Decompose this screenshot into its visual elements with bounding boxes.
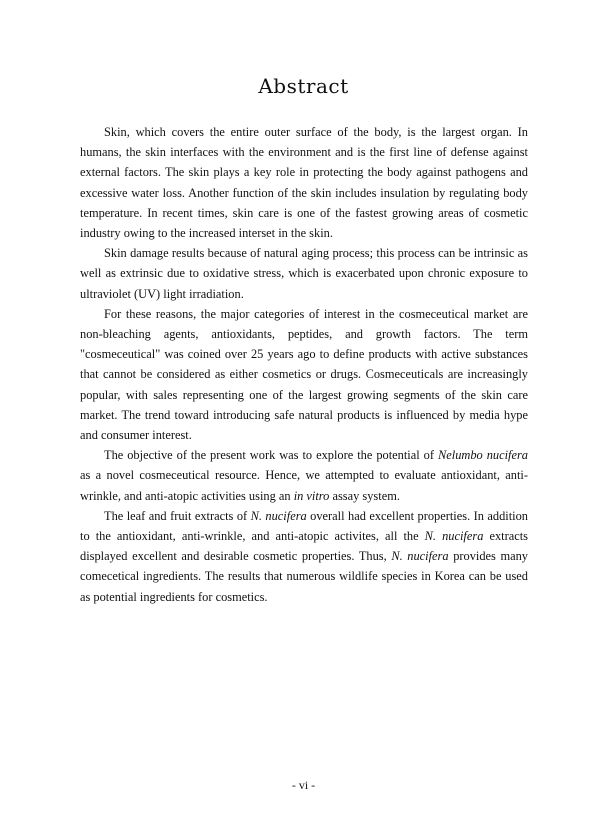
species-name: N. nucifera <box>424 529 484 544</box>
paragraph-text: provides many comecetical ingredients. The results that numerous wildlife species in Korea can be used as potential ingredients for cosmetics. <box>80 549 528 604</box>
paragraph-text: overall had excellent properties. In addition to the antioxidant, anti-wrinkle, and anti-atopic activites, all the <box>80 508 528 544</box>
paragraph-text: extracts displayed excellent and desirable cosmetic properties. Thus, <box>80 529 529 564</box>
page-title: Abstract <box>258 74 349 98</box>
species-name: Nelumbo nucifera <box>437 448 528 463</box>
abstract-paragraph <box>80 445 528 506</box>
abstract-paragraph <box>80 304 528 445</box>
species-name: in vitro <box>293 488 330 503</box>
species-name: N. nucifera <box>391 549 449 564</box>
paragraph-text: The leaf and fruit extracts of <box>104 508 251 523</box>
paragraph-text: assay system. <box>329 488 400 503</box>
paragraph-text: as a novel cosmeceutical resource. Hence, we attempted to evaluate antioxidant, anti-wrinkle, and anti-atopic activities using an <box>80 468 528 503</box>
abstract-paragraph <box>80 243 528 304</box>
abstract-paragraph <box>80 122 528 243</box>
paragraph-text: Skin damage results because of natural aging process; this process can be intrinsic as well as extrinsic due to oxidative stress, which is exacerbated upon chronic exposure to ultraviolet (UV) light irradiation. <box>80 246 528 301</box>
paragraph-text: The objective of the present work was to explore the potential of <box>104 448 438 463</box>
abstract-body <box>80 122 528 607</box>
page-number: - vi - <box>291 778 316 792</box>
paragraph-text: Skin, which covers the entire outer surface of the body, is the largest organ. In humans, the skin interfaces with the environment and is the first line of defense against external factors. The skin plays a key role in protecting the body against pathogens and excessive water loss. Another function of the skin includes insulation by regulating body temperature. In recent times, skin care is one of the fastest growing areas of cosmetic industry owing to the increased interset in the skin. <box>80 125 528 241</box>
species-name: N. nucifera <box>250 508 307 523</box>
paragraph-text: For these reasons, the major categories of interest in the cosmeceutical market are non-bleaching agents, antioxidants, peptides, and growth factors. The term "cosmeceutical" was coined over 25 years ago to define products with active substances that cannot be considered as either cosmetics or drugs. Cosmeceuticals are increasingly popular, with sales representing one of the largest growing segments of the skin care market. The trend toward introducing safe natural products is influenced by media hype and consumer interest. <box>80 306 528 443</box>
abstract-paragraph <box>80 506 528 607</box>
